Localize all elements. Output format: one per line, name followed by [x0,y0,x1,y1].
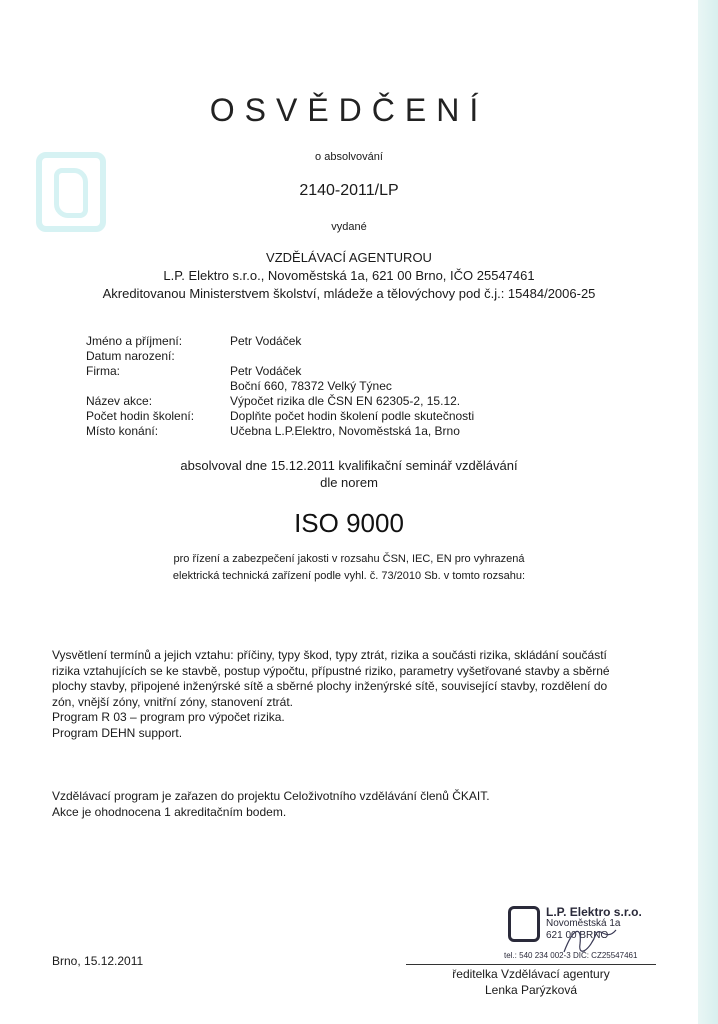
signature-scribble-icon [560,922,620,962]
field-row [86,364,530,379]
field-row [86,394,530,409]
field-value: Doplňte počet hodin školení podle skutečnosti [230,409,475,423]
field-row [86,379,530,394]
field-row [86,349,530,364]
field-label: Počet hodin školení: [86,409,195,423]
subtitle: o absolvování [315,151,383,163]
scope-line-2: elektrická technická zařízení podle vyhl. č. 73/2010 Sb. v tomto rozsahu: [172,570,526,582]
field-label: Jméno a příjmení: [86,334,183,348]
field-label: Název akce: [86,394,153,408]
field-label: Firma: [86,364,120,378]
content-line: zón, vnější zóny, vnitřní zóny, stanovení ztrát. [52,694,294,709]
signature-line [406,964,656,965]
field-value: Učebna L.P.Elektro, Novoměstská 1a, Brno [230,424,460,438]
completion-line-1: absolvoval dne 15.12.2011 kvalifikační seminář vzdělávání [180,458,518,473]
issuer-name: VZDĚLÁVACÍ AGENTUROU [266,250,432,265]
stamp-company-name: L.P. Elektro s.r.o. [546,905,642,919]
signatory-name: Lenka Parýzková [484,983,578,997]
field-label [86,379,230,394]
field-value: Petr Vodáček [230,334,302,348]
issuer-company: L.P. Elektro s.r.o., Novoměstská 1a, 621 00 Brno, IČO 25547461 [163,268,535,283]
program-note-line: Vzdělávací program je zařazen do projektu Celoživotního vzdělávání členů ČKAIT. [52,789,490,803]
stamp-footer: tel.: 540 234 002-3 DIČ: CZ25547461 [504,951,638,960]
signatory-role: ředitelka Vzdělávací agentury [452,967,610,981]
issuer-accreditation: Akreditovanou Ministerstvem školství, mládeže a tělovýchovy pod č.j.: 15484/2006-25 [102,286,596,301]
field-value: Boční 660, 78372 Velký Týnec [230,379,392,393]
participant-fields [86,334,530,439]
place-and-date: Brno, 15.12.2011 [52,954,144,968]
program-note [52,789,642,820]
field-label: Datum narození: [86,349,175,363]
certificate-code: 2140-2011/LP [299,182,399,199]
content-line: rizika vztahujících se ke stavbě, postup výpočtu, přípustné riziko, parametry vyšetřované stavby a sběrné [52,663,610,678]
norm-title: ISO 9000 [294,508,404,538]
content-line: Program DEHN support. [52,725,183,740]
page-edge-strip [698,0,718,1024]
stamp-city: 621 00 BRNO [546,930,609,941]
field-row [86,424,530,439]
course-content [52,648,642,741]
field-value [230,349,530,364]
field-row [86,409,530,424]
field-row [86,334,530,349]
issued-label: vydané [331,221,367,233]
field-value: Petr Vodáček [230,364,302,378]
scope-line-1: pro řízení a zabezpečení jakosti v rozsahu ČSN, IEC, EN pro vyhrazená [173,553,525,565]
completion-line-2: dle norem [320,475,378,490]
content-line: Vysvětlení termínů a jejich vztahu: příčiny, typy škod, typy ztrát, rizika a součásti rizika, skládání součástí [52,648,607,662]
field-label: Místo konání: [86,424,159,438]
content-line: plochy stavby, připojené inženýrské sítě a sběrné plochy inženýrské sítě, související stavby, rozdělení do [52,679,608,693]
program-note-line: Akce je ohodnocena 1 akreditačním bodem. [52,804,287,819]
field-value: Výpočet rizika dle ČSN EN 62305-2, 15.12. [230,394,461,408]
content-line: Program R 03 – program pro výpočet rizika. [52,710,285,724]
stamp-street: Novoměstská 1a [546,918,621,929]
signature-block [406,966,656,998]
certificate-title: OSVĚDČENÍ [209,92,489,128]
company-logo-icon [508,906,540,942]
